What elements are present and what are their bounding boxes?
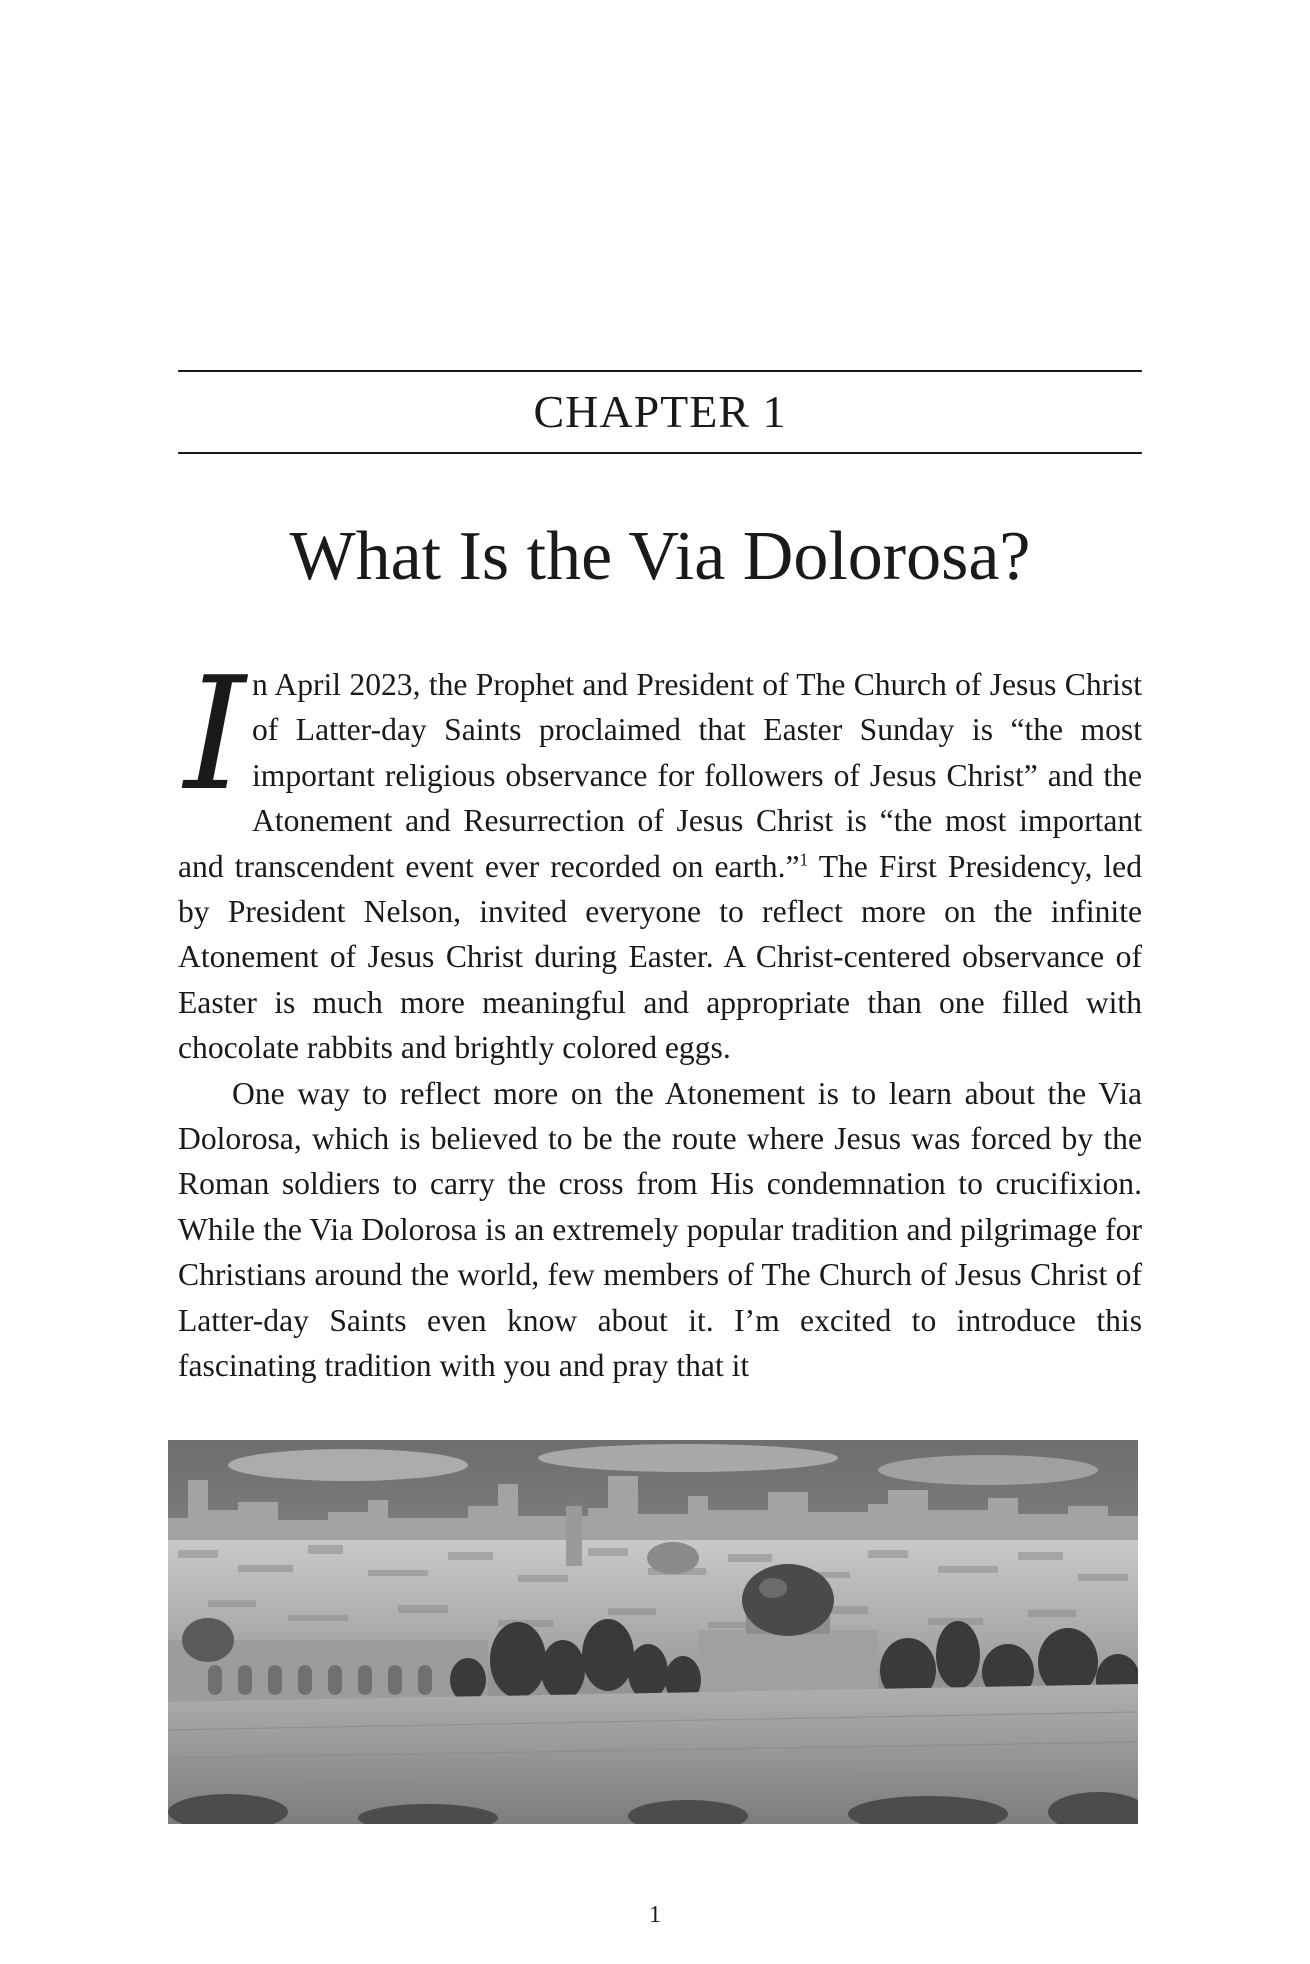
cloud [878, 1455, 1098, 1485]
paragraph-1 [178, 643, 1142, 1071]
chapter-title: What Is the Via Dolorosa? [289, 518, 1031, 595]
page-number: 1 [649, 1902, 661, 1928]
cloud [538, 1444, 838, 1472]
dome-highlight [759, 1578, 787, 1598]
tower [566, 1506, 582, 1566]
golden-dome [742, 1564, 834, 1636]
octagon-base [698, 1630, 878, 1692]
city-wall [168, 1684, 1138, 1824]
mosque-dome [182, 1618, 234, 1662]
jerusalem-skyline-illustration [168, 1440, 1138, 1824]
drop-cap: I [184, 643, 246, 825]
paragraph-1-text-a: n April 2023, the Prophet and President of The Church of Jesus Christ of Latter-day Saints proclaimed that Easter Sunday is “the most important religious observance for followers of Jesus Christ” and the Atonement and Resurrection of Jesus Christ is “the most important and transcendent event ever recorded on earth.” [178, 667, 1142, 884]
body-text [178, 643, 1142, 1389]
paragraph-1-text-b: The First Presidency, led by President Nelson, invited everyone to reflect more on the infinite Atonement of Jesus Christ during Easter. A Christ-centered observance of Easter is much more meaningful and appropriate than one filled with chocolate rabbits and brightly colored eggs. [178, 848, 1142, 1066]
footnote-marker[interactable]: 1 [799, 850, 809, 870]
chapter-rule-bottom [178, 452, 1142, 454]
paragraph-2: One way to reflect more on the Atonement is to learn about the Via Dolorosa, which is believed to be the route where Jesus was forced by the Roman soldiers to carry the cross from His condemnation to crucifixion. While the Via Dolorosa is an extremely popular tradition and pilgrimage for Christians around the world, few members of The Church of Jesus Christ of Latter-day Saints even know about it. I’m excited to introduce this fascinating tradition with you and pray that it [178, 1075, 1142, 1384]
church-dome [647, 1542, 699, 1574]
chapter-rule-top [178, 370, 1142, 372]
chapter-label: CHAPTER 1 [533, 386, 787, 437]
cloud [228, 1449, 468, 1481]
jerusalem-photo [168, 1440, 1138, 1824]
